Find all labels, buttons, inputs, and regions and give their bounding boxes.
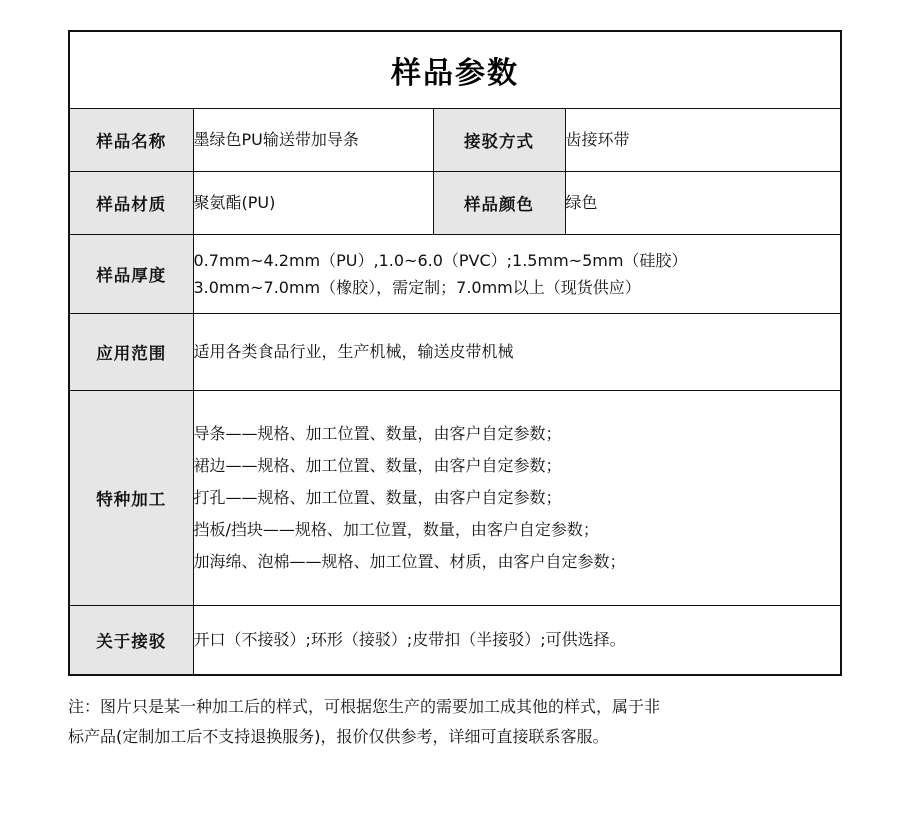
row-value-special-processing <box>193 391 841 606</box>
row-value-sample-name: 墨绿色PU输送带加导条 <box>193 109 433 172</box>
row-label-joint-method: 接驳方式 <box>433 109 565 172</box>
sample-parameters-table <box>68 30 842 676</box>
row-value-thickness <box>193 235 841 314</box>
row-value-sample-material: 聚氨酯(PU) <box>193 172 433 235</box>
row-label-about-joint: 关于接驳 <box>69 606 193 676</box>
special-line-5: 加海绵、泡棉——规格、加工位置、材质，由客户自定参数； <box>193 552 626 571</box>
row-value-application: 适用各类食品行业，生产机械，输送皮带机械 <box>193 314 841 391</box>
row-value-joint-method: 齿接环带 <box>565 109 841 172</box>
row-value-sample-color: 绿色 <box>565 172 841 235</box>
row-label-application: 应用范围 <box>69 314 193 391</box>
table-title-cell <box>69 31 841 109</box>
row-label-sample-material: 样品材质 <box>69 172 193 235</box>
table-row <box>69 235 841 314</box>
thickness-line-1: 0.7mm~4.2mm（PU）,1.0~6.0（PVC）;1.5mm~5mm（硅胶） <box>193 250 688 270</box>
page-title: 样品参数 <box>391 56 519 91</box>
row-label-sample-name: 样品名称 <box>69 109 193 172</box>
table-row <box>69 314 841 391</box>
footer-note <box>68 692 840 751</box>
table-row <box>69 606 841 676</box>
special-line-2: 裙边——规格、加工位置、数量，由客户自定参数； <box>193 456 562 475</box>
special-line-4: 挡板/挡块——规格、加工位置，数量，由客户自定参数； <box>193 520 599 539</box>
table-row <box>69 109 841 172</box>
table-row <box>69 172 841 235</box>
row-value-about-joint: 开口（不接驳）;环形（接驳）;皮带扣（半接驳）;可供选择。 <box>193 606 841 676</box>
row-label-sample-color: 样品颜色 <box>433 172 565 235</box>
table-row <box>69 391 841 606</box>
footer-note-line-1: 注：图片只是某一种加工后的样式，可根据您生产的需要加工成其他的样式，属于非 <box>68 697 661 716</box>
footer-note-line-2: 标产品(定制加工后不支持退换服务)，报价仅供参考，详细可直接联系客服。 <box>68 726 609 746</box>
table-title-row <box>69 31 841 109</box>
special-line-1: 导条——规格、加工位置、数量，由客户自定参数； <box>193 424 562 443</box>
row-label-thickness: 样品厚度 <box>69 235 193 314</box>
special-line-3: 打孔——规格、加工位置、数量，由客户自定参数； <box>193 488 562 507</box>
row-label-special-processing: 特种加工 <box>69 391 193 606</box>
thickness-line-2: 3.0mm~7.0mm（橡胶），需定制；7.0mm以上（现货供应） <box>193 278 641 297</box>
